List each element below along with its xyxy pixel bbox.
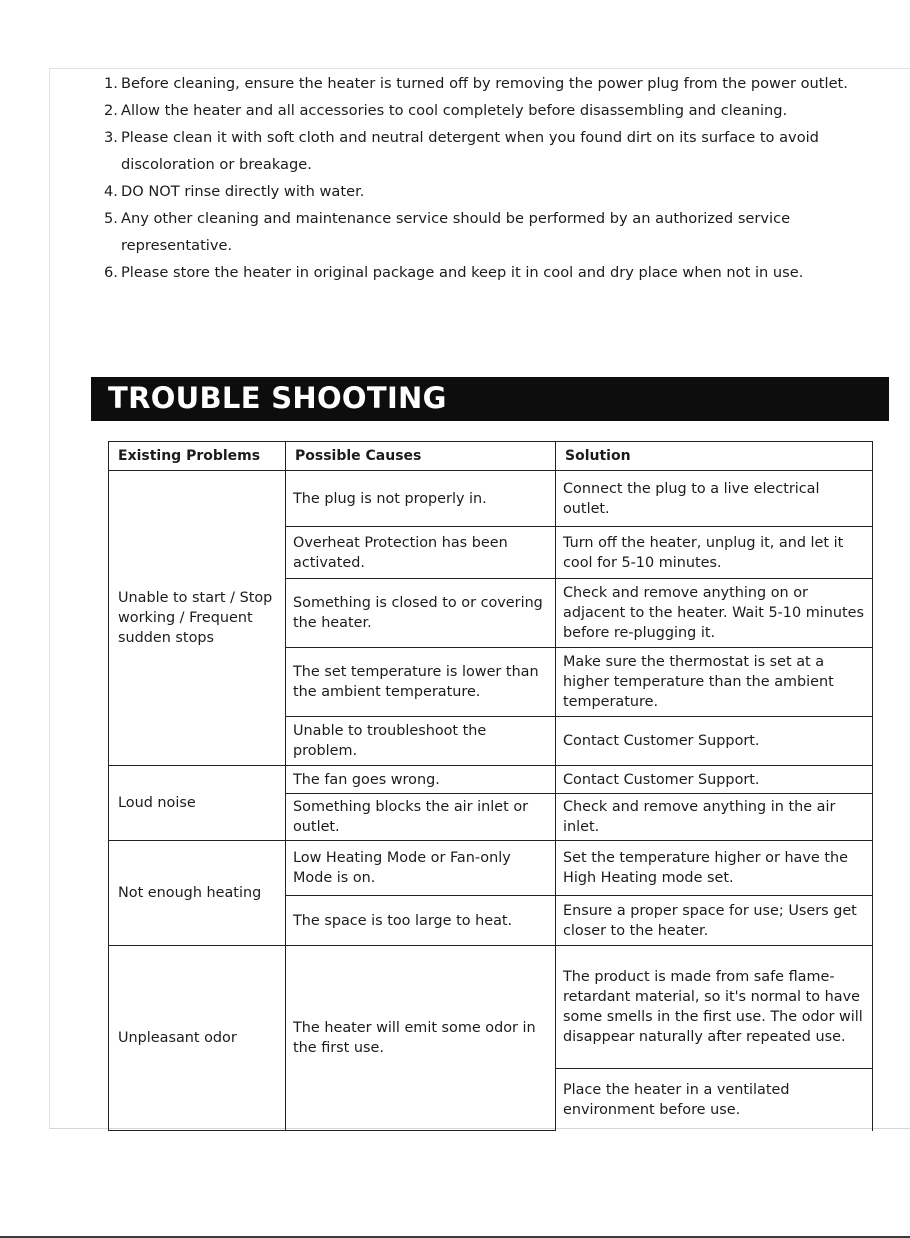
cleaning-instructions-list [104,70,864,286]
instruction-text: Please clean it with soft cloth and neutral detergent when you found dirt on its surface to avoid discoloration or breakage. [121,129,819,173]
solution-cell: The product is made from safe flame-retardant material, so it's normal to have some smells in the first use. The odor will disappear naturally after repeated use. [556,946,873,1069]
cause-cell: Something is closed to or covering the heater. [286,579,556,648]
problem-cell: Loud noise [109,766,286,841]
troubleshooting-title: TROUBLE SHOOTING [108,381,447,415]
cause-cell: Unable to troubleshoot the problem. [286,717,556,766]
cause-cell: The plug is not properly in. [286,471,556,527]
solution-cell: Place the heater in a ventilated environment before use. [556,1069,873,1131]
solution-cell: Contact Customer Support. [556,766,873,794]
cause-cell: The space is too large to heat. [286,896,556,946]
instruction-item [104,97,864,124]
problem-cell: Unpleasant odor [109,946,286,1131]
instruction-item [104,70,864,97]
instruction-item [104,178,864,205]
table-header-row [109,442,873,471]
solution-cell: Connect the plug to a live electrical outlet. [556,471,873,527]
solution-cell: Check and remove anything in the air inlet. [556,794,873,841]
table-row [109,841,873,896]
problem-cell: Unable to start / Stop working / Frequent sudden stops [109,471,286,766]
instruction-number: 5. [104,210,118,227]
instruction-text: Before cleaning, ensure the heater is turned off by removing the power plug from the power outlet. [121,75,848,92]
solution-cell: Ensure a proper space for use; Users get closer to the heater. [556,896,873,946]
instruction-number: 4. [104,183,118,200]
header-existing-problems: Existing Problems [109,442,286,471]
instruction-number: 2. [104,102,118,119]
solution-cell: Check and remove anything on or adjacent to the heater. Wait 5-10 minutes before re-plugging it. [556,579,873,648]
solution-cell: Contact Customer Support. [556,717,873,766]
cause-cell: The set temperature is lower than the ambient temperature. [286,648,556,717]
cause-cell: Overheat Protection has been activated. [286,527,556,579]
solution-cell: Make sure the thermostat is set at a higher temperature than the ambient temperature. [556,648,873,717]
instruction-number: 1. [104,75,118,92]
cause-cell: Low Heating Mode or Fan-only Mode is on. [286,841,556,896]
instruction-text: Allow the heater and all accessories to cool completely before disassembling and cleaning. [121,102,788,119]
header-solution: Solution [556,442,873,471]
solution-cell: Set the temperature higher or have the High Heating mode set. [556,841,873,896]
cause-cell: The heater will emit some odor in the first use. [286,946,556,1131]
table-row [109,471,873,527]
cause-cell: The fan goes wrong. [286,766,556,794]
instruction-text: Any other cleaning and maintenance service should be performed by an authorized service representative. [121,210,791,254]
instruction-item [104,259,864,286]
table-row [109,766,873,794]
troubleshooting-header-bar [91,377,889,421]
instruction-text: Please store the heater in original package and keep it in cool and dry place when not in use. [121,264,804,281]
instruction-number: 3. [104,129,118,146]
table-row [109,946,873,1069]
solution-cell: Turn off the heater, unplug it, and let it cool for 5-10 minutes. [556,527,873,579]
troubleshooting-table [108,441,873,1131]
cause-cell: Something blocks the air inlet or outlet. [286,794,556,841]
instruction-number: 6. [104,264,118,281]
problem-cell: Not enough heating [109,841,286,946]
instruction-text: DO NOT rinse directly with water. [121,183,365,200]
instruction-item [104,124,864,178]
header-possible-causes: Possible Causes [286,442,556,471]
instruction-item [104,205,864,259]
